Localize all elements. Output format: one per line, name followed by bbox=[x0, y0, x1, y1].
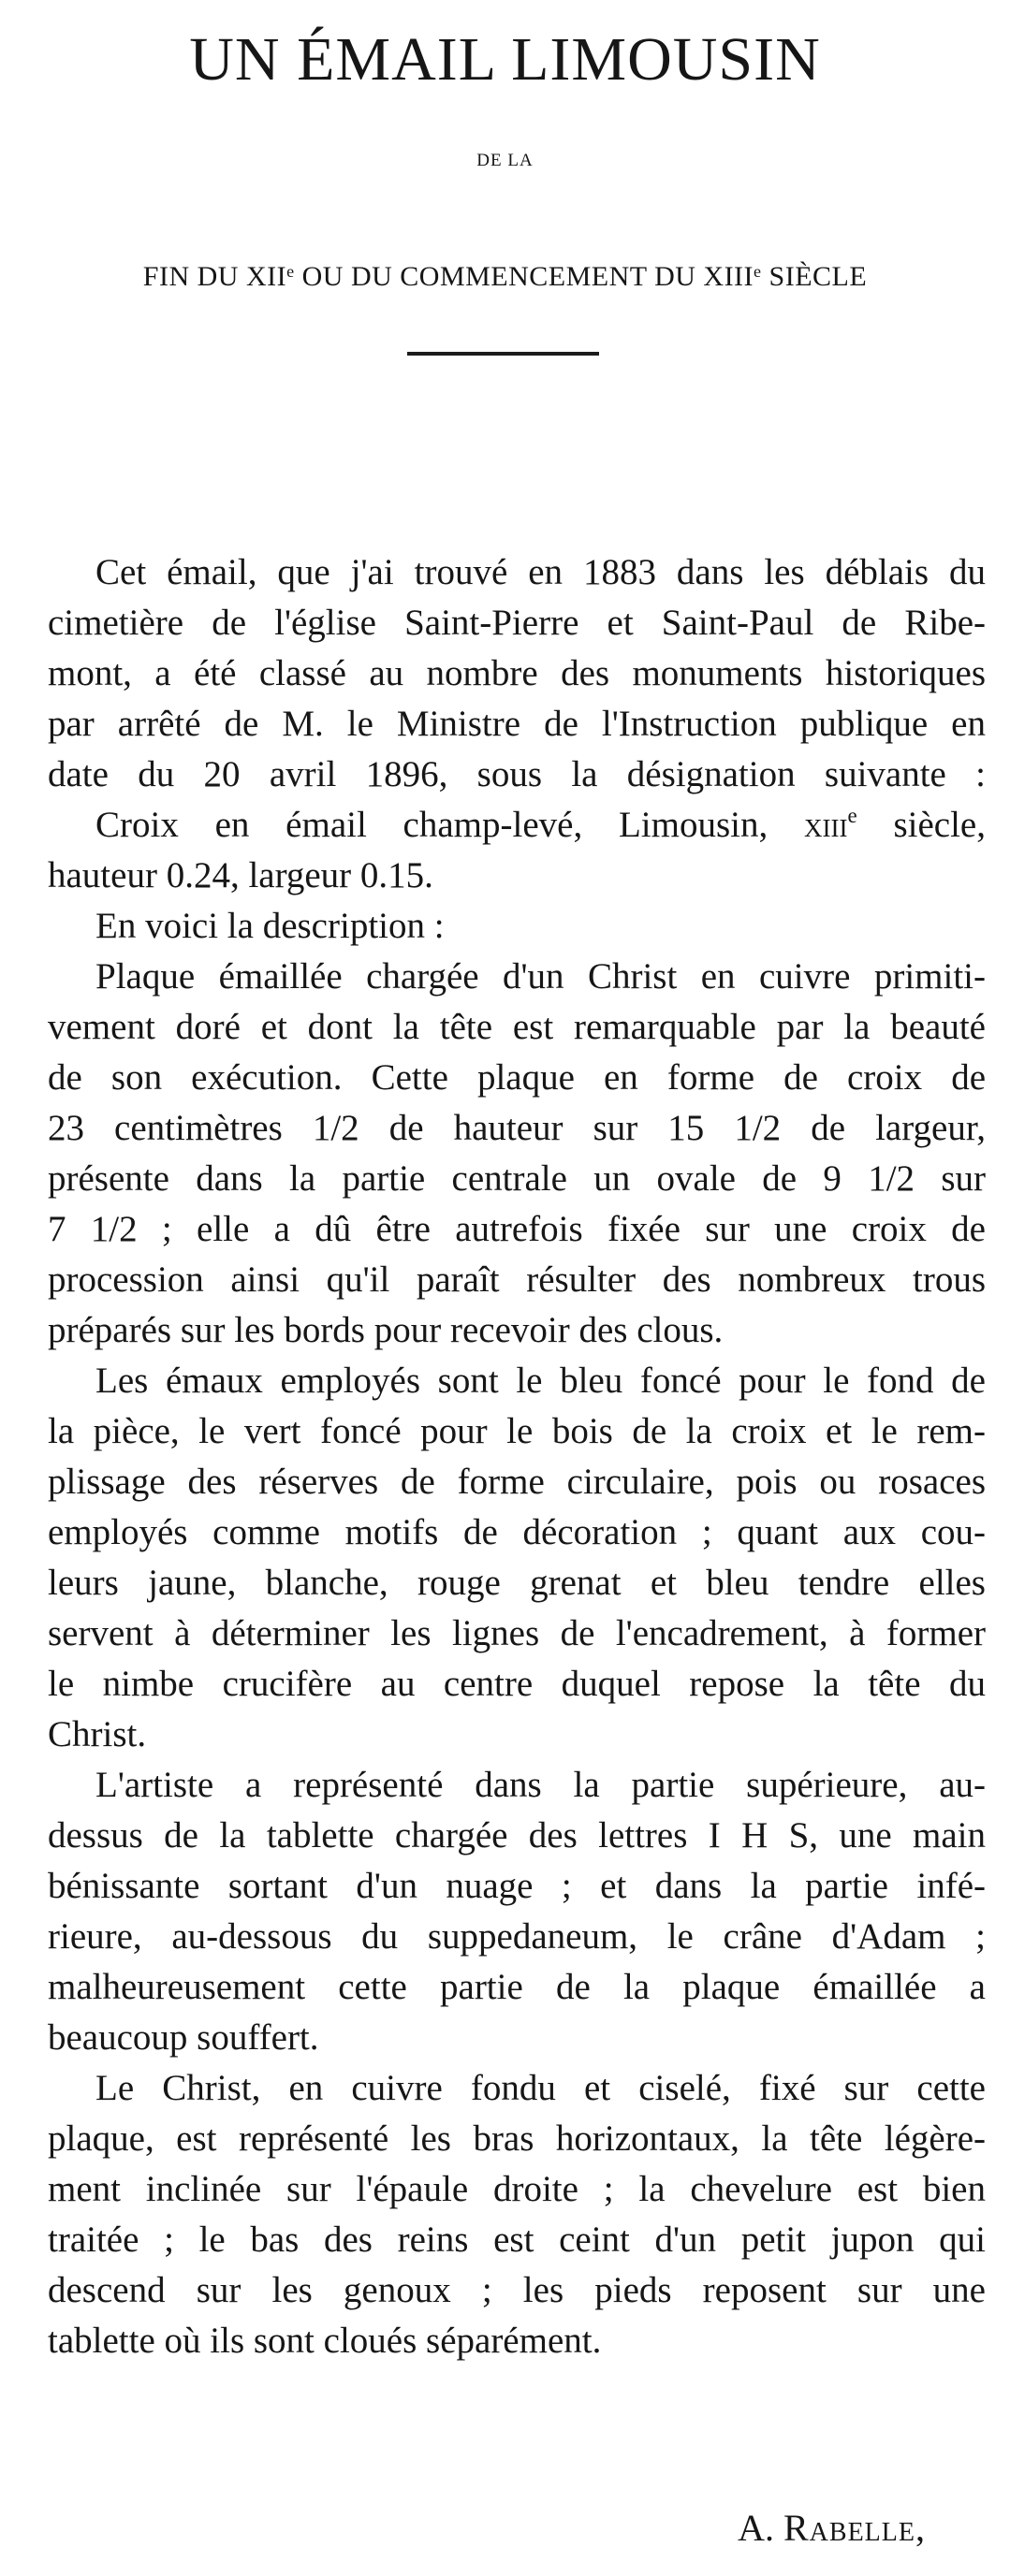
century-superscript: e bbox=[847, 804, 857, 827]
text-line: le nimbe crucifère au centre duquel repose la tête du bbox=[48, 1664, 986, 1704]
text-line: Les émaux employés sont le bleu foncé pour le fond de bbox=[95, 1361, 986, 1401]
text-line: par arrêté de M. le Ministre de l'Instruction publique en bbox=[48, 704, 986, 744]
text-line: descend sur les genoux ; les pieds reposent sur une bbox=[48, 2270, 986, 2310]
subtitle-part-3: SIÈCLE bbox=[761, 261, 868, 292]
subtitle-connector: DE LA bbox=[476, 151, 534, 170]
text-line: L'artiste a représenté dans la partie supérieure, au- bbox=[95, 1765, 986, 1805]
subtitle-part-2: OU DU COMMENCEMENT DU XIII bbox=[294, 261, 754, 292]
text-line: En voici la description : bbox=[95, 906, 445, 946]
text-line: beaucoup souffert. bbox=[48, 2017, 319, 2058]
text-line: de son exécution. Cette plaque en forme de croix de bbox=[48, 1057, 986, 1098]
text-line: Plaque émaillée chargée d'un Christ en cuivre primiti- bbox=[95, 956, 986, 997]
text-line: présente dans la partie centrale un ovale de 9 1/2 sur bbox=[48, 1158, 986, 1199]
text-line: procession ainsi qu'il paraît résulter des nombreux trous bbox=[48, 1259, 986, 1300]
text-line: tablette où ils sont cloués séparément. bbox=[48, 2321, 602, 2361]
text-line: mont, a été classé au nombre des monuments historiques bbox=[48, 653, 986, 693]
subtitle-part-1: FIN DU XII bbox=[142, 261, 287, 292]
text-line: 7 1/2 ; elle a dû être autrefois fixée sur une croix de bbox=[48, 1209, 986, 1249]
text-line: malheureusement cette partie de la plaque émaillée a bbox=[48, 1967, 986, 2007]
text-line: cimetière de l'église Saint-Pierre et Saint-Paul de Ribe- bbox=[48, 603, 986, 643]
title-divider bbox=[407, 352, 599, 356]
text-line: préparés sur les bords pour recevoir des clous. bbox=[48, 1310, 724, 1350]
text-line-start: Croix en émail champ-levé, Limousin, bbox=[95, 805, 804, 845]
text-line: 23 centimètres 1/2 de hauteur sur 15 1/2 de largeur, bbox=[48, 1108, 986, 1148]
text-line: employés comme motifs de décoration ; quant aux cou- bbox=[48, 1512, 986, 1552]
century-numeral: xiii bbox=[804, 805, 848, 845]
text-line: rieure, au-dessous du suppedaneum, le crâne d'Adam ; bbox=[48, 1916, 986, 1957]
text-line: Christ. bbox=[48, 1714, 147, 1754]
text-line bbox=[48, 800, 986, 851]
text-line: plaque, est représenté les bras horizontaux, la tête légère- bbox=[48, 2118, 986, 2159]
text-line: traitée ; le bas des reins est ceint d'un petit jupon qui bbox=[48, 2219, 986, 2260]
text-line: date du 20 avril 1896, sous la désignation suivante : bbox=[48, 754, 986, 794]
text-line: bénissante sortant d'un nuage ; et dans la partie infé- bbox=[48, 1866, 986, 1906]
author-initial: A. bbox=[738, 2507, 783, 2549]
author-name: Rabelle, bbox=[783, 2507, 926, 2549]
text-line: Le Christ, en cuivre fondu et ciselé, fixé sur cette bbox=[95, 2068, 986, 2108]
text-line: plissage des réserves de forme circulaire, pois ou rosaces bbox=[48, 1462, 986, 1502]
text-line: vement doré et dont la tête est remarquable par la beauté bbox=[48, 1007, 986, 1047]
text-line: hauteur 0.24, largeur 0.15. bbox=[48, 855, 433, 895]
subtitle bbox=[0, 258, 1010, 296]
text-line: leurs jaune, blanche, rouge grenat et bleu tendre elles bbox=[48, 1563, 986, 1603]
article-body bbox=[48, 547, 986, 2366]
text-line: Cet émail, que j'ai trouvé en 1883 dans les déblais du bbox=[95, 552, 986, 592]
subtitle-superscript-2: e bbox=[754, 262, 762, 281]
page-title: UN ÉMAIL LIMOUSIN bbox=[189, 25, 821, 94]
text-line: dessus de la tablette chargée des lettres I H S, une main bbox=[48, 1815, 986, 1856]
text-line: ment inclinée sur l'épaule droite ; la chevelure est bien bbox=[48, 2169, 986, 2209]
subtitle-superscript-1: e bbox=[286, 262, 295, 281]
text-line: servent à déterminer les lignes de l'encadrement, à former bbox=[48, 1613, 986, 1653]
text-line-end: siècle, bbox=[856, 805, 986, 845]
text-line: la pièce, le vert foncé pour le bois de la croix et le rem- bbox=[48, 1411, 986, 1451]
author-signature bbox=[738, 2503, 926, 2554]
